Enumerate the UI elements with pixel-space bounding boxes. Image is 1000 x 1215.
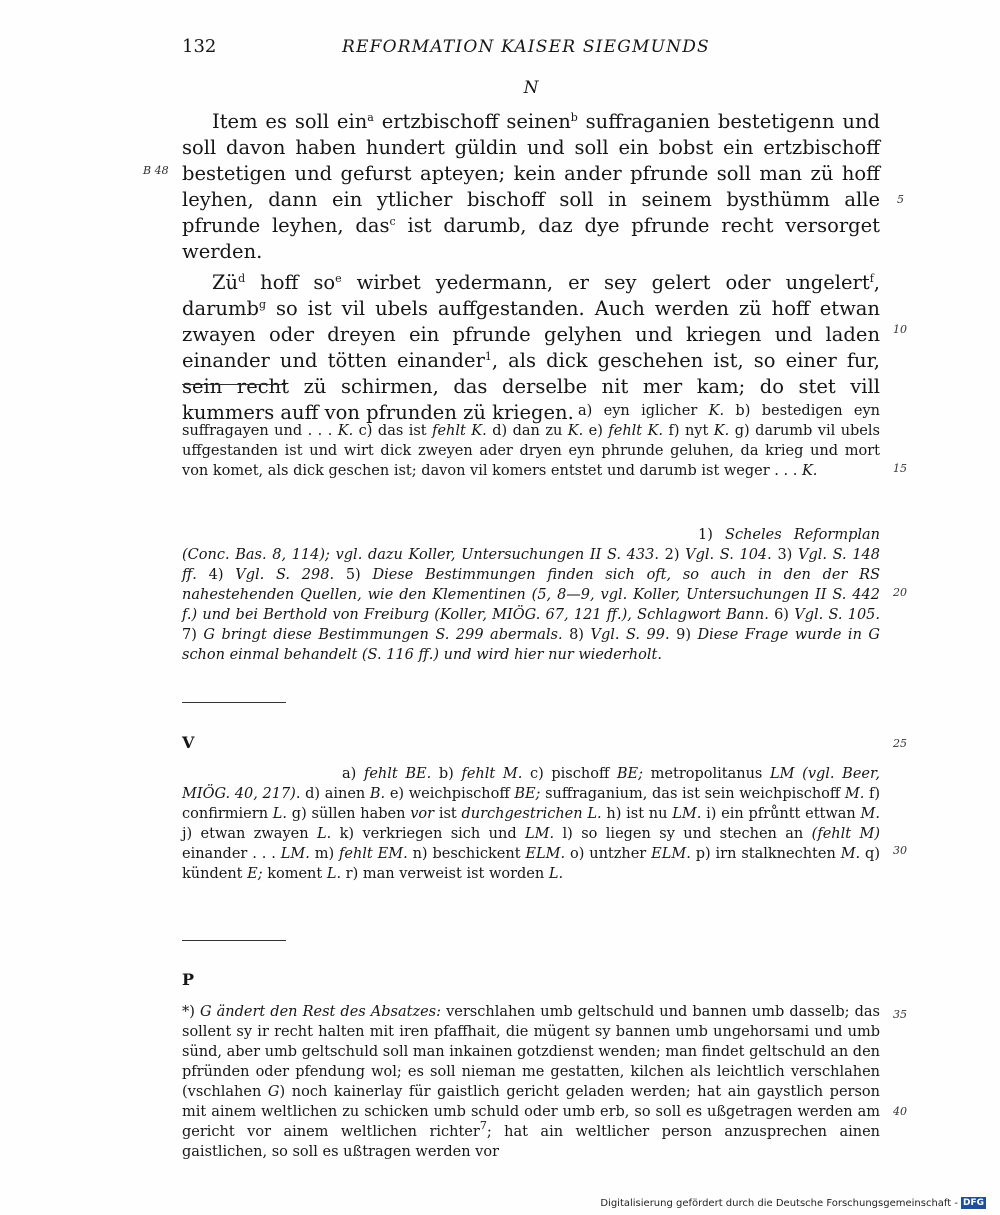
text-span: e): [583, 423, 609, 439]
text-span: 1): [698, 527, 726, 543]
text-span: *): [182, 1004, 200, 1020]
footnote-marker: c: [389, 215, 396, 228]
text-span: g) süllen haben: [287, 806, 411, 822]
text-span: n) beschickent: [407, 846, 526, 862]
divider-rule: [182, 702, 286, 703]
italic-span: fehlt BE.: [363, 766, 432, 782]
italic-span: durchgestrichen L.: [461, 806, 602, 822]
italic-span: LM.: [525, 826, 555, 842]
text-span: 7): [182, 627, 204, 643]
footnote-marker: a: [367, 111, 374, 124]
credit-text: Digitalisierung gefördert durch die Deutsche Forschungsgemeinschaft -: [600, 1197, 958, 1209]
margin-reference: B 48: [143, 164, 169, 177]
italic-span: K.: [708, 403, 725, 419]
italic-span: BE;: [616, 766, 644, 782]
italic-span: M.: [840, 846, 861, 862]
text-span: f) confirmiern: [182, 786, 881, 822]
variant-notes-p: [182, 1002, 880, 1162]
text-span: 5): [334, 567, 373, 583]
text-span: o) untzher: [565, 846, 652, 862]
section-label-v: V: [182, 733, 195, 752]
italic-span: LM.: [672, 806, 702, 822]
italic-span: Vgl. S. 298.: [235, 567, 335, 583]
text-span: 9): [669, 627, 698, 643]
italic-span: ELM.: [651, 846, 691, 862]
variant-text-v: [182, 764, 880, 884]
text-span: p) irn stalknechten: [690, 846, 841, 862]
text-span: e) weichpischoff: [385, 786, 515, 802]
text-span: l) so liegen sy und stechen an: [554, 826, 812, 842]
section-label-n: N: [523, 78, 539, 98]
text-span: k) verkriegen sich und: [331, 826, 526, 842]
italic-span: K.: [801, 463, 818, 479]
italic-span: K.: [713, 423, 730, 439]
footnote-marker: 1: [484, 350, 492, 363]
text-span: i) ein pfrůntt ettwan: [701, 806, 861, 822]
line-number: 15: [893, 462, 907, 475]
text-span: d) ainen: [300, 786, 370, 802]
text-span: c) das ist: [353, 423, 433, 439]
text-span: suffraganium, das ist sein weichpischoff: [540, 786, 845, 802]
text-span: h) ist nu: [601, 806, 673, 822]
page-header: [182, 36, 880, 62]
text-span: 4): [196, 567, 236, 583]
text-span: so ist vil ubels auffgestanden. Auch werden zü hoff etwan zwayen oder dreyen ein pfrunde gelyhen und kriegen und laden einander und tötten einander: [182, 297, 880, 372]
text-span: r) man verweist ist worden: [341, 866, 549, 882]
footnote-marker: 7: [479, 1119, 487, 1132]
italic-span: vor: [410, 806, 435, 822]
italic-span: L.: [316, 826, 332, 842]
main-paragraph-1: [182, 109, 880, 265]
text-span: c) pischoff: [522, 766, 617, 782]
italic-span: E;: [247, 866, 263, 882]
section-label-p: P: [182, 970, 195, 989]
text-span: ertzbischoff seinen: [373, 110, 571, 133]
line-number: 5: [897, 193, 904, 206]
footnote-marker: g: [258, 298, 267, 311]
italic-span: Vgl. S. 104.: [685, 547, 772, 563]
text-span: f) nyt: [663, 423, 714, 439]
footnote-marker: b: [570, 111, 578, 124]
text-span: verschlahen umb geltschuld und bannen umb dasselb; das sollent sy ir recht halten mit iren pfaffhait, die mügent sy bannen umb ungehorsami und umb sünd, aber umb geltschuld soll man inkainen gotzdienst wenden; man findet geltschuld an den pfründen oder pfendung wol; es soll nieman me gestatten, kilchen als leichtlich verschlahen (vschlahen: [182, 1004, 880, 1100]
italic-span: L.: [326, 866, 342, 882]
main-text: [182, 109, 880, 426]
italic-span: LM (vgl. Beer, MIÖG. 40, 217).: [182, 766, 880, 802]
italic-span: fehlt EM.: [339, 846, 408, 862]
line-number: 10: [893, 323, 907, 336]
italic-span: L.: [548, 866, 564, 882]
italic-span: Scheles Reformplan (Conc. Bas. 8, 114); vgl. dazu Koller, Untersuchungen II S. 433.: [182, 527, 880, 563]
running-title: REFORMATION KAISER SIEGMUNDS: [342, 37, 710, 57]
text-span: , darumb: [182, 271, 880, 320]
text-span: 6): [768, 607, 795, 623]
apparatus-text: [182, 401, 880, 481]
text-span: hoff so: [245, 271, 336, 294]
italic-span: ELM.: [525, 846, 566, 862]
text-span: Zü: [212, 271, 239, 294]
text-span: ist darumb, daz dye pfrunde recht versorget werden.: [182, 214, 881, 263]
text-span: 2): [658, 547, 686, 563]
italic-span: Vgl. S. 148 ff.: [182, 547, 881, 583]
text-span: metropolitanus: [643, 766, 771, 782]
dfg-logo: DFG: [962, 1198, 984, 1208]
text-span: d) dan zu: [486, 423, 568, 439]
variant-notes-v: [182, 764, 880, 884]
footnote-marker: e: [335, 272, 342, 285]
divider-rule: [182, 384, 286, 385]
digitization-credit: [600, 1197, 986, 1209]
divider-rule: [182, 940, 286, 941]
text-span: ; hat ain weltlicher person anzusprechen ainen gaistlichen, so soll es ußtragen werden vor: [182, 1124, 880, 1160]
line-number: 40: [893, 1105, 907, 1118]
italic-span: G ändert den Rest des Absatzes:: [199, 1004, 442, 1020]
italic-span: BE;: [514, 786, 541, 802]
italic-span: M.: [844, 786, 865, 802]
italic-span: (fehlt M): [811, 826, 880, 842]
text-span: Item es soll ein: [212, 110, 368, 133]
text-span: a): [342, 766, 364, 782]
commentary-notes: [182, 525, 880, 665]
text-span: m): [309, 846, 339, 862]
italic-span: K.: [567, 423, 584, 439]
text-span: 3): [771, 547, 798, 563]
text-span: 8): [562, 627, 591, 643]
line-number: 25: [893, 737, 907, 750]
text-span: ) noch kainerlay für gaistlich gericht geladen werden; hat ain gaystlich person mit ainem weltlichen zu schicken umb schuld oder umb erb, so soll es ußgetragen werden am gericht vor ainem weltlichen richter: [182, 1084, 880, 1140]
text-span: suffraganien bestetigenn und soll davon haben hundert güldin und soll ein bobst ein ertzbischoff bestetigen und gefurst apteyen; kein ander pfrunde soll man zü hoff leyhen, dann ein ytlicher bischoff soll in seinem bysthümm alle pfrunde leyhen, das: [182, 110, 880, 237]
page-number: 132: [182, 36, 217, 57]
text-span: a) eyn iglicher: [578, 403, 709, 419]
text-span: , als dick geschehen ist, so einer fur, sein recht zü schirmen, das derselbe nit mer kam; do stet vill kummers auff von pfrunden zü kriegen.: [182, 349, 880, 424]
italic-span: LM.: [280, 846, 310, 862]
line-number: 35: [893, 1008, 907, 1021]
footnote-marker: f: [869, 272, 874, 285]
italic-span: Diese Frage wurde in G schon einmal behandelt (S. 116 ff.) und wird hier nur wiederholt.: [182, 627, 880, 663]
text-span: q) kündent: [182, 846, 880, 882]
line-number: 30: [893, 844, 907, 857]
text-span: g) darumb vil ubels uffgestanden ist und wirt dick zweyen ader dryen eyn phrunde geluhen, da krieg und mort von komet, als dick geschen ist; davon vil komers entstet und darumb ist weger . . .: [182, 423, 880, 479]
italic-span: Vgl. S. 99.: [590, 627, 670, 643]
italic-span: K.: [337, 423, 354, 439]
italic-span: L.: [272, 806, 288, 822]
italic-span: G bringt diese Bestimmungen S. 299 abermals.: [203, 627, 563, 643]
italic-span: Diese Bestimmungen finden sich oft, so auch in den der RS nahestehenden Quellen, wie den Klementinen (5, 8—9, vgl. Koller, Untersuchungen II S. 442 f.) und bei Berthold von Freiburg (Koller, MIÖG. 67, 121 ff.), Schlagwort Bann.: [182, 567, 880, 623]
italic-span: fehlt K.: [432, 423, 487, 439]
text-span: einander . . .: [182, 846, 281, 862]
text-span: b) bestedigen eyn suffragayen und . . .: [182, 403, 880, 439]
text-span: b): [431, 766, 462, 782]
italic-span: B.: [369, 786, 386, 802]
commentary-text: [182, 525, 880, 665]
text-span: wirbet yedermann, er sey gelert oder ungelert: [341, 271, 870, 294]
footnote-marker: d: [238, 272, 246, 285]
text-span: ist: [434, 806, 462, 822]
italic-span: fehlt K.: [608, 423, 664, 439]
text-span: j) etwan zwayen: [182, 826, 317, 842]
text-span: koment: [262, 866, 327, 882]
italic-span: Vgl. S. 105.: [794, 607, 881, 623]
italic-span: fehlt M.: [461, 766, 523, 782]
line-number: 20: [893, 586, 907, 599]
italic-span: M.: [860, 806, 880, 822]
critical-apparatus: [182, 401, 880, 481]
italic-span: G: [267, 1084, 280, 1100]
variant-text-p: [182, 1002, 880, 1162]
